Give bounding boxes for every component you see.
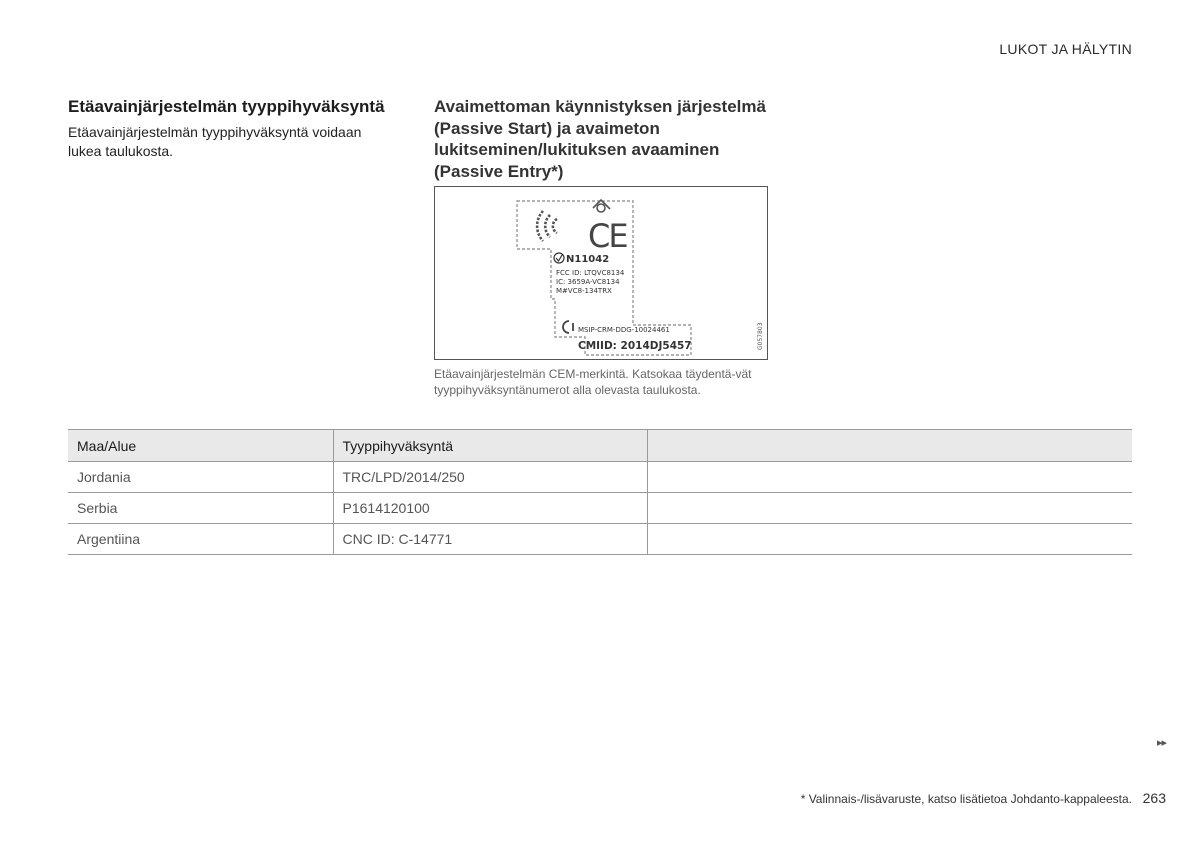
table-cell: Jordania (68, 462, 333, 493)
table-cell: Argentiina (68, 524, 333, 555)
table-cell (647, 462, 1132, 493)
double-triangle-right-icon: ▸▸ (1156, 737, 1166, 749)
table-cell: P1614120100 (333, 493, 647, 524)
footnote (801, 792, 1132, 806)
ce-mark: CE (588, 217, 627, 255)
cem-label-figure (434, 186, 768, 360)
footnote-text: * Valinnais-/lisävaruste, katso lisätietoa Johdanto-kappaleesta. (800, 792, 1132, 806)
section-heading: Etäavainjärjestelmän tyyppihyväksyntä (68, 97, 385, 116)
table-cell: Serbia (68, 493, 333, 524)
table-header-row (68, 430, 1132, 462)
type-approval-table (68, 429, 1132, 555)
section-passive-entry (434, 96, 774, 398)
label-line-6: CMIID: 2014DJ5457 (578, 340, 692, 352)
label-line-3: IC: 3659A-VC8134 (556, 278, 620, 286)
label-line-5: MSIP-CRM-DDG-10024461 (578, 326, 670, 334)
running-header: LUKOT JA HÄLYTIN (999, 41, 1132, 57)
column-header-empty (647, 430, 1132, 462)
section-body: Etäavainjärjestelmän tyyppihyväksyntä voidaan lukea taulukosta. (68, 124, 362, 159)
rcm-logo-icon (537, 211, 557, 241)
column-header-approval: Tyyppihyväksyntä (333, 430, 647, 462)
label-line-4: M#VC8-134TRX (556, 287, 612, 295)
class2-device-icon (593, 200, 610, 212)
table-cell: TRC/LPD/2014/250 (333, 462, 647, 493)
table-cell (647, 524, 1132, 555)
label-line-1: N11042 (566, 254, 610, 265)
label-line-2: FCC ID: LTQVC8134 (556, 269, 625, 277)
table-row (68, 462, 1132, 493)
column-header-country: Maa/Alue (68, 430, 333, 462)
page-number: 263 (1142, 790, 1166, 806)
figure-caption: Etäavainjärjestelmän CEM-merkintä. Katsokaa täydentä-vät tyyppihyväksyntänumerot alla olevasta taulukosta. (434, 367, 752, 397)
kc-mark-icon (563, 321, 573, 333)
table-cell (647, 493, 1132, 524)
section-heading: Avaimettoman käynnistyksen järjestelmä (Passive Start) ja avaimeton lukitseminen/lukituksen avaaminen (Passive Entry*) (434, 97, 766, 181)
label-side-code: G057803 (757, 322, 764, 350)
check-circle-icon (554, 253, 564, 263)
section-type-approval (68, 96, 388, 161)
table-row (68, 493, 1132, 524)
table-cell: CNC ID: C-14771 (333, 524, 647, 555)
table-row (68, 524, 1132, 555)
